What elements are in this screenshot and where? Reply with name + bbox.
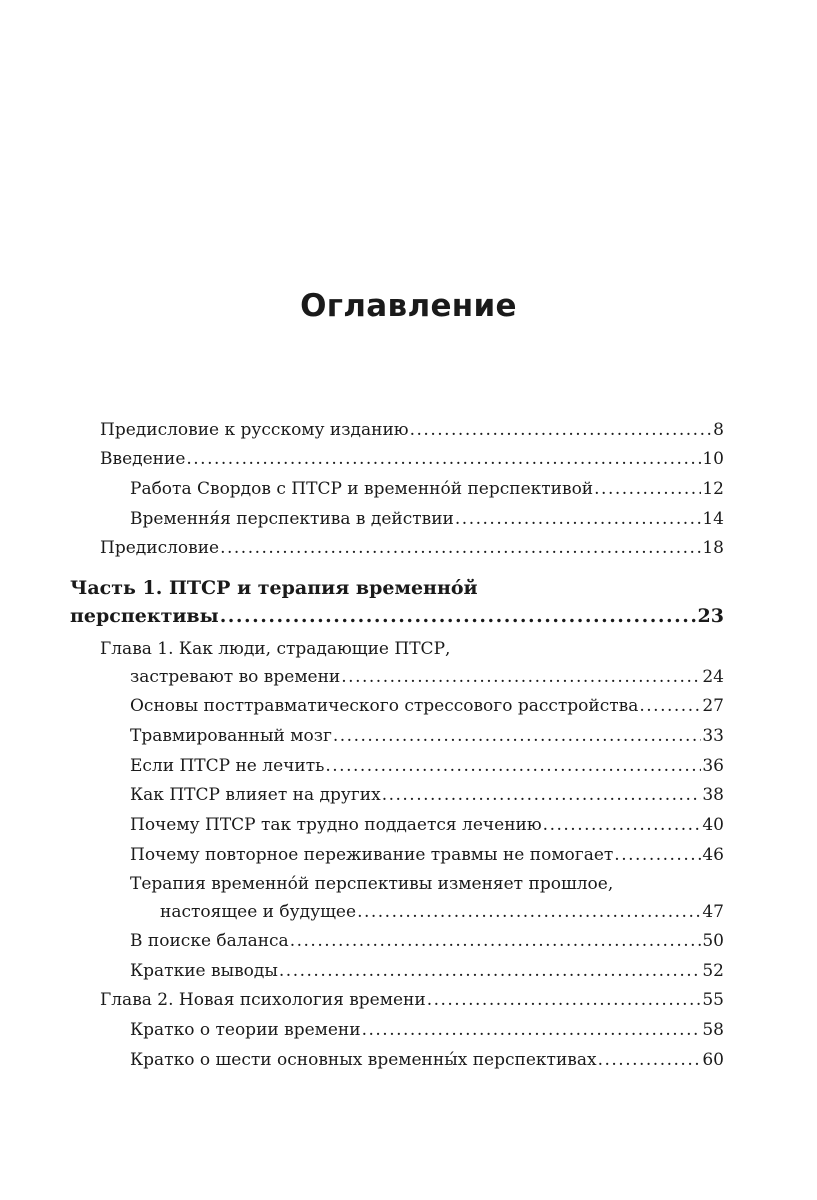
toc-dot-leader	[598, 1049, 702, 1071]
toc-page-number: 12	[702, 479, 724, 499]
toc-entry-title: Работа Свордов с ПТСР и временно́й перспективой	[130, 479, 594, 499]
toc-dot-leader	[427, 989, 702, 1011]
toc-entry[interactable]	[130, 508, 724, 530]
toc-entry[interactable]	[130, 755, 724, 777]
toc-page-number: 47	[702, 902, 724, 922]
toc-page-number: 33	[702, 726, 724, 746]
toc-entry-title: перспективы	[70, 605, 219, 627]
toc-part-heading-cont[interactable]	[70, 605, 724, 627]
toc-entry[interactable]	[130, 930, 724, 952]
toc-page-number: 60	[702, 1050, 724, 1070]
toc-entry-title: застревают во времени	[130, 667, 341, 687]
toc-entry[interactable]	[160, 901, 724, 923]
toc-entry-title: Времення́я перспектива в действии	[130, 509, 454, 529]
toc-page-number: 18	[702, 538, 724, 558]
toc-dot-leader	[186, 448, 701, 470]
toc-entry[interactable]	[130, 695, 724, 717]
toc-dot-leader	[455, 508, 701, 530]
toc-entry-title: Основы посттравматического стрессового расстройства	[130, 696, 639, 716]
toc-entry-title: Глава 2. Новая психология времени	[100, 990, 426, 1010]
toc-entry[interactable]	[130, 960, 724, 982]
toc-page-number: 27	[702, 696, 724, 716]
toc-entry-title: Почему повторное переживание травмы не помогает	[130, 845, 614, 865]
toc-entry[interactable]	[130, 1019, 724, 1041]
toc-page-number: 8	[713, 420, 724, 440]
toc-entry[interactable]	[130, 814, 724, 836]
toc-page-number: 24	[702, 667, 724, 687]
toc-dot-leader	[382, 784, 702, 806]
toc-entry-title: Кратко о шести основных временны́х перспективах	[130, 1050, 597, 1070]
toc-entry[interactable]	[130, 844, 724, 866]
toc-dot-leader	[290, 930, 702, 952]
toc-entry[interactable]	[100, 419, 724, 441]
toc-chapter-heading[interactable]	[100, 989, 724, 1011]
toc-dot-leader	[279, 960, 701, 982]
toc-dot-leader	[594, 478, 701, 500]
toc-entry-title: Часть 1. ПТСР и терапия временно́й	[70, 577, 478, 599]
toc-dot-leader	[410, 419, 713, 441]
toc-entry-title: Если ПТСР не лечить	[130, 756, 325, 776]
toc-entry-title: Как ПТСР влияет на других	[130, 785, 381, 805]
toc-entry-title: Травмированный мозг	[130, 726, 332, 746]
toc-page-number: 46	[702, 845, 724, 865]
toc-dot-leader	[220, 605, 697, 627]
toc-dot-leader	[357, 901, 701, 923]
toc-entry-title: В поиске баланса	[130, 931, 289, 951]
toc-entry-title: Предисловие	[100, 538, 220, 558]
toc-page-number: 36	[702, 756, 724, 776]
toc-page-number: 50	[702, 931, 724, 951]
toc-dot-leader	[543, 814, 702, 836]
toc-entry[interactable]	[130, 784, 724, 806]
toc-page-number: 58	[702, 1020, 724, 1040]
toc-entry-title: Введение	[100, 449, 186, 469]
toc-entry-title: Терапия временно́й перспективы изменяет прошлое,	[130, 874, 614, 894]
toc-dot-leader	[333, 725, 701, 747]
toc-entry-title: Глава 1. Как люди, страдающие ПТСР,	[100, 639, 451, 659]
toc-entry-title: Кратко о теории времени	[130, 1020, 361, 1040]
toc-entry[interactable]	[130, 873, 724, 895]
toc-dot-leader	[325, 755, 701, 777]
toc-page-number: 10	[702, 449, 724, 469]
toc-page-number: 40	[702, 815, 724, 835]
toc-page-number: 38	[702, 785, 724, 805]
toc-entry-title: Предисловие к русскому изданию	[100, 420, 409, 440]
toc-dot-leader	[614, 844, 701, 866]
toc-entry-title: Почему ПТСР так трудно поддается лечению	[130, 815, 542, 835]
toc-entry[interactable]	[100, 448, 724, 470]
toc-part-heading[interactable]	[70, 577, 724, 599]
toc-entry[interactable]	[130, 666, 724, 688]
toc-entry[interactable]	[130, 478, 724, 500]
toc-chapter-heading[interactable]	[100, 638, 724, 660]
toc-entry[interactable]	[130, 725, 724, 747]
toc-dot-leader	[639, 695, 701, 717]
toc-entry[interactable]	[100, 537, 724, 559]
toc-page-number: 14	[702, 509, 724, 529]
toc-page-number: 55	[702, 990, 724, 1010]
toc-page-number: 23	[697, 605, 724, 627]
toc-dot-leader	[341, 666, 701, 688]
toc-entry-title: Краткие выводы	[130, 961, 278, 981]
toc-dot-leader	[362, 1019, 702, 1041]
toc-dot-leader	[220, 537, 701, 559]
toc-page-number: 52	[702, 961, 724, 981]
toc-entry[interactable]	[130, 1049, 724, 1071]
toc-entry-title: настоящее и будущее	[160, 902, 357, 922]
page-title: Оглавление	[300, 288, 517, 324]
